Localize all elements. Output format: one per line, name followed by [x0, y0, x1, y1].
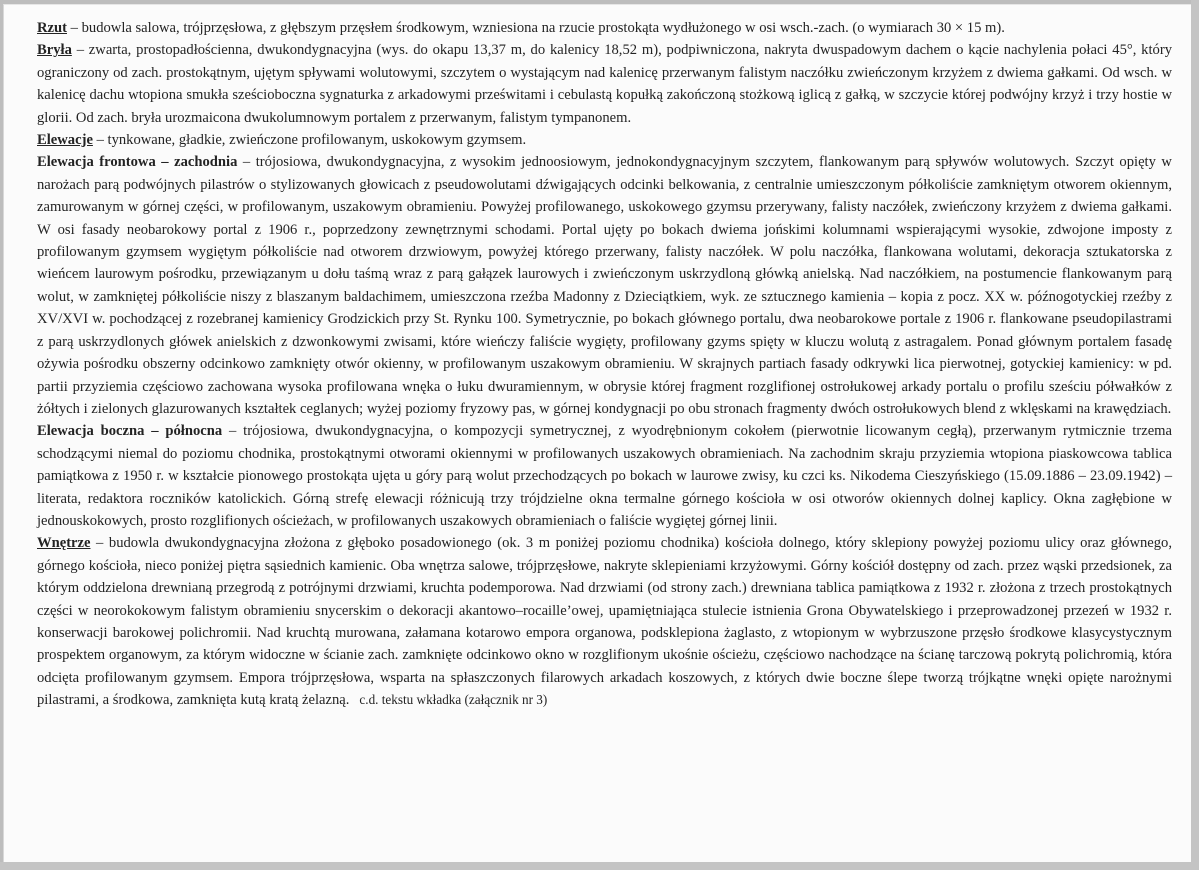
heading-elewacje: Elewacje: [37, 132, 93, 149]
heading-elewacja-frontowa: Elewacja frontowa – zachodnia: [37, 154, 238, 171]
paragraph-elewacje: [37, 129, 1172, 151]
continuation-note: c.d. tekstu wkładka (załącznik nr 3): [359, 692, 548, 708]
text-elewacja-boczna: – trójosiowa, dwukondygnacyjna, o kompozycji symetrycznej, z wyodrębnionym cokołem (pierwotnie licowanym cegłą), przerwanym rytmicznie trzema schodzącymi niemal do poziomu chodnika, prostokątnymi otworami okiennymi w profilowanych uszakowych obramieniach. Na zachodnim skraju przyziemia wtopiona piaskowcowa tablica pamiątkowa z 1950 r. w kształcie pionowego prostokąta ujęta u góry parą wolut przechodzących po bokach w laurowe zwisy, ku czci ks. Nikodema Cieszyńskiego (15.09.1886 – 23.09.1942) – literata, redaktora roczników katolickich. Górną strefę elewacji różnicują trzy trójdzielne okna termalne górnego kościoła w osi otworów okiennych dolnej kaplicy. Okna zagłębione w jednouskokowych, prosto rozglifionych ościeżach, w profilowanych uszakowych obramieniach o faliście wygiętej górnej linii.: [37, 423, 1173, 529]
scan-edge-right: [1191, 0, 1199, 870]
paragraph-elewacja-boczna: [37, 420, 1172, 532]
document-body: [37, 17, 1172, 712]
paragraph-wnetrze: [37, 532, 1172, 711]
paragraph-elewacja-frontowa: [37, 151, 1172, 420]
text-wnetrze: – budowla dwukondygnacyjna złożona z głęboko posadowionego (ok. 3 m poniżej poziomu chodnika) kościoła dolnego, który sklepiony powyżej poziomu ulicy oraz głównego, górnego kościoła, nieco poniżej piętra sąsiednich kamienic. Oba wnętrza salowe, trójprzęsłowe, nakryte sklepieniami krzyżowymi. Górny kościół dostępny od zach. przez wąski przedsionek, za którym oddzielona drewnianą przegrodą z potrójnymi drzwiami, kruchta podemporowa. Nad drzwiami (od strony zach.) drewniana tablica pamiątkowa z 1932 r. złożona z trzech prostokątnych części w neorokokowym falistym obramieniu snycerskim o dekoracji akantowo–rocaille’owej, upamiętniająca stulecie istnienia Grona Obywatelskiego i przeprowadzonej przezeń w 1932 r. konserwacji barokowej polichromii. Nad kruchtą murowana, załamana kotarowo empora organowa, podsklepiona żaglasto, z wtopionym w wybrzuszone przęsło środkowe klasycystycznym prospektem organowym, za którym widoczne w ścianie zach. zamknięte odcinkowo okno w rozglifionym ukośnie ościeżu, częściowo nachodzące na ścianę tarczową pokrytą polichromią, która odcięta profilowanym gzymsem. Empora trójprzęsłowa, wsparta na spłaszczonych filarowych arkadach koszowych, z których dwie boczne ślepe tworzą trójkątne wnęki opięte narożnymi pilastrami, a środkowa, zamknięta kutą kratą żelazną.: [37, 535, 1172, 709]
text-elewacje: – tynkowane, gładkie, zwieńczone profilowanym, uskokowym gzymsem.: [92, 132, 527, 149]
text-bryla: – zwarta, prostopadłościenna, dwukondygnacyjna (wys. do okapu 13,37 m, do kalenicy 18,52 m), podpiwniczona, nakryta dwuspadowym dachem o kącie nachylenia połaci 45°, który ograniczony od zach. prostokątnym, ujętym spływami wolutowymi, szczytem o wystającym nad kalenicę przerwanym falistym naczółku zwieńczonym krzyżem z dwiema gałkami. Od wsch. w kalenicę dachu wtopiona smukła sześcioboczna sygnaturka z arkadowymi prześwitami i cebulastą kopułką zakończoną stożkową iglicą z gałką, w szczycie której podwójny krzyż i trzy hostie w glorii. Od zach. bryła urozmaicona dwukolumnowym portalem z przerwanym, falistym tympanonem.: [37, 42, 1172, 126]
text-rzut: – budowla salowa, trójprzęsłowa, z głębszym przęsłem środkowym, wzniesiona na rzucie prostokąta wydłużonego w osi wsch.-zach. (o wymiarach 30 × 15 m).: [67, 20, 1005, 36]
heading-elewacja-boczna: Elewacja boczna – północna: [37, 423, 223, 440]
paragraph-rzut: [37, 17, 1172, 39]
paragraph-bryla: [37, 39, 1172, 129]
heading-bryla: Bryła: [37, 42, 72, 59]
scan-edge-bottom: [0, 862, 1199, 870]
text-elewacja-frontowa: – trójosiowa, dwukondygnacyjna, z wysokim jednoosiowym, jednokondygnacyjnym szczytem, flankowanym parą spływów wolutowych. Szczyt opięty w narożach parą podwójnych pilastrów o stylizowanych głowicach z pseudowolutami dźwigających odcinki belkowania, z centralnie umieszczonym półkoliście zamkniętym otworem okiennym, zamurowanym w górnej części, w profilowanym, uszakowym obramieniu. Powyżej profilowanego, uskokowego gzymsu przerywany, falisty naczółek, zwieńczony krzyżem z dwiema gałkami. W osi fasady neobarokowy portal z 1906 r., poprzedzony zewnętrznymi schodami. Portal ujęty po bokach dwiema jońskimi kolumnami wspierającymi wysokie, zdwojone imposty z profilowanym gzymsem wygiętym półkoliście nad otworem drzwiowym, powyżej którego przerwany, falisty naczółek. W polu naczółka, flankowana wolutami, dekoracja sztukatorska z wieńcem laurowym pośrodku, przewiązanym u dołu taśmą wraz z parą gałązek laurowych i zwieńczonym uskrzydloną główką anielską. Nad naczółkiem, na postumencie flankowanym parą wolut, w zamkniętej półkoliście niszy z blaszanym baldachimem, umieszczona rzeźba Madonny z Dzieciątkiem, wyk. ze sztucznego kamienia – kopia z pocz. XX w. późnogotyckiej rzeźby z XV/XVI w. pochodzącej z rozebranej kamienicy Grodzickich przy St. Rynku 100. Symetrycznie, po bokach głównego portalu, dwa neobarokowe portale z 1906 r. flankowane pseudopilastrami z parą uskrzydlonych główek anielskich z dzwonkowymi zwisami, które wieńczy faliście wygięty, profilowany gzyms spięty w kluczu wolutą z astragalem. Ponad głównym portalem fasadę ożywia pośrodku obszerny odcinkowo zamknięty otwór okienny, w profilowanym uszakowym obramieniu. W skrajnych partiach fasady odkrywki lica pierwotnej, gotyckiej kamienicy: w pd. partii przyziemia częściowo zachowana wysoka profilowana wnęka o łuku dwuramiennym, w obrysie której fragment rozglifionej ostrołukowej arkady portalu o profilu sześciu półwałków z żółtych i zielonych glazurowanych kształtek ceglanych; wyżej poziomy fryzowy pas, w górnej kondygnacji po obu stronach fragmenty dwóch ostrołukowych blend z wklęskami na krawędziach.: [37, 154, 1172, 417]
heading-rzut: Rzut: [37, 20, 67, 36]
heading-wnetrze: Wnętrze: [37, 535, 91, 552]
